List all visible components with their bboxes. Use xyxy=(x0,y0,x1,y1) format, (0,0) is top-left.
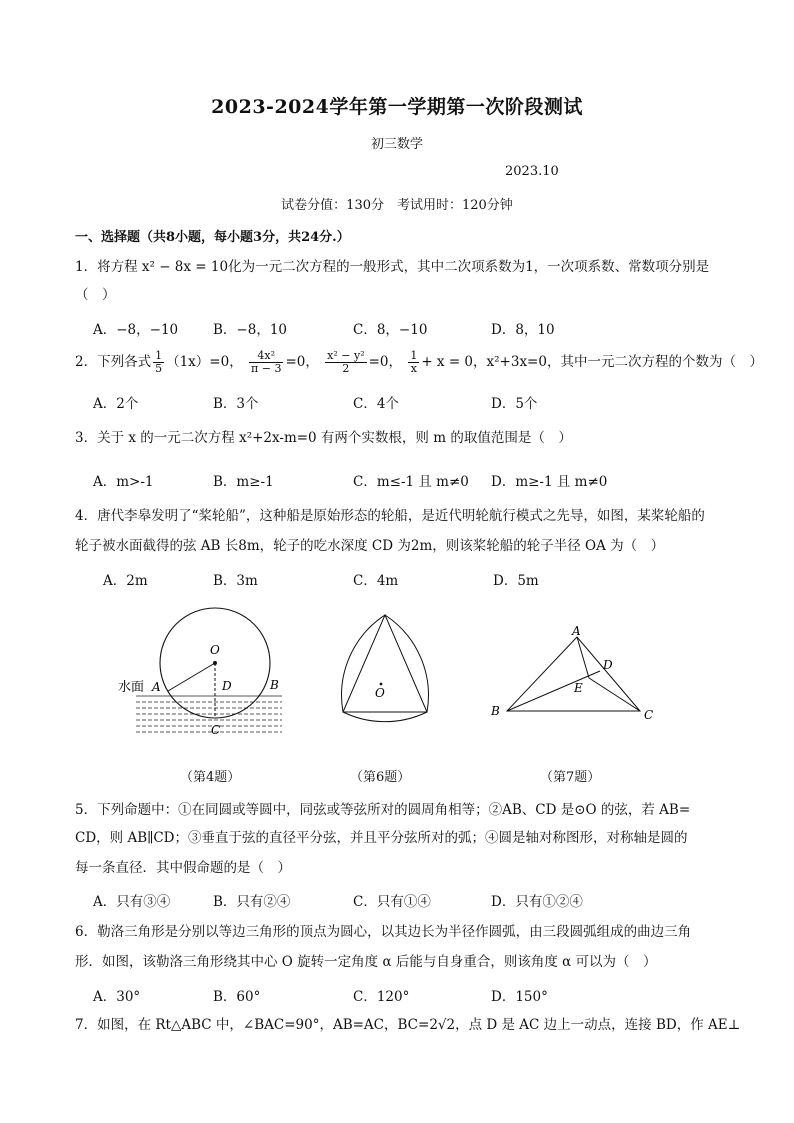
svg-text:B: B xyxy=(491,704,500,718)
q2-option-d: D．5个 xyxy=(491,396,538,412)
q4-option-b: B．3m xyxy=(213,573,258,589)
q3-option-a: A．m>-1 xyxy=(93,474,154,490)
q1-text-cont: （ ） xyxy=(75,287,116,303)
q3-text: 3．关于 x 的一元二次方程 x²+2x-m=0 有两个实数根，则 m 的取值范围是（ ） xyxy=(75,430,572,446)
q2-text: 2．下列各式 $\frac{1}{5}$ （1x）=0， $\frac{\text{4x²}}{\pi - 3}$ =0， $\frac{\text{x² − y²}}{2}$ =0， $\frac{1}{x}$ + x = 0，x²+3x=0，其中一元二次方程的个数为（ ） xyxy=(75,349,763,375)
q5-option-c: C．只有①④ xyxy=(353,894,431,910)
q1-option-c: C．8，−10 xyxy=(353,322,428,338)
figure-4 xyxy=(110,600,310,750)
q2-fraction-4: $\frac{1}{x}$ xyxy=(410,349,418,375)
q6-text-cont: 形．如图，该勒洛三角形绕其中心 O 旋转一定角度 α 后能与自身重合，则该角度 α 可以为（ ） xyxy=(75,954,657,970)
svg-text:O: O xyxy=(210,643,220,657)
q2-prefix: 2．下列各式 xyxy=(75,354,152,370)
subject-label: 初三数学 xyxy=(370,137,423,152)
svg-text:A: A xyxy=(572,625,581,638)
q3-option-c: C．m≤-1 且 m≠0 xyxy=(353,474,469,490)
q6-text: 6．勒洛三角形是分别以等边三角形的顶点为圆心，以其边长为半径作圆弧，由三段圆弧组成的曲边三角 xyxy=(75,924,692,940)
figure-7 xyxy=(485,625,665,730)
q1-option-a: A．−8，−10 xyxy=(93,322,179,338)
exam-date: 2023.10 xyxy=(505,164,559,179)
page-title: 2023-2024学年第一学期第一次阶段测试 xyxy=(211,96,583,118)
svg-text:E: E xyxy=(574,681,583,695)
svg-text:A: A xyxy=(152,680,161,694)
q2-option-a: A．2个 xyxy=(93,396,139,412)
q5-option-b: B．只有②④ xyxy=(213,894,291,910)
q2-option-b: B．3个 xyxy=(213,396,259,412)
q7-text: 7．如图，在 Rt△ABC 中，∠BAC=90°，AB=AC，BC=2√2，点 D 是 AC 边上一动点，连接 BD，作 AE⊥ xyxy=(75,1017,741,1033)
q6-option-a: A．30° xyxy=(93,989,141,1005)
svg-text:B: B xyxy=(270,678,279,692)
svg-text:C: C xyxy=(644,708,654,722)
q1-option-b: B．−8，10 xyxy=(213,322,287,338)
q1-text: 1．将方程 x² − 8x = 10化为一元二次方程的一般形式，其中二次项系数为1，一次项系数、常数项分别是 xyxy=(75,259,710,275)
q6-option-d: D．150° xyxy=(491,989,548,1005)
q2-option-c: C．4个 xyxy=(353,396,399,412)
exam-meta: 试卷分值：130分 考试用时：120分钟 xyxy=(281,198,513,213)
figure-7-caption: （第7题） xyxy=(540,770,601,785)
section-heading: 一、选择题（共8小题，每小题3分，共24分.） xyxy=(75,230,350,245)
q5-option-d: D．只有①②④ xyxy=(491,894,583,910)
q6-option-c: C．120° xyxy=(353,989,410,1005)
q3-option-b: B．m≥-1 xyxy=(213,474,274,490)
svg-text:D: D xyxy=(603,658,613,672)
q2-fraction-1: $\frac{1}{5}$ xyxy=(155,349,163,375)
q4-option-d: D．5m xyxy=(493,573,539,589)
q3-option-d: D．m≥-1 且 m≠0 xyxy=(491,474,608,490)
q5-option-a: A．只有③④ xyxy=(93,894,171,910)
q5-text-cont-2: 每一条直径．其中假命题的是（ ） xyxy=(75,860,291,876)
q2-fraction-2: $\frac{\text{4x²}}{\pi - 3}$ xyxy=(251,349,282,375)
q4-text: 4．唐代李皋发明了“桨轮船”，这种船是原始形态的轮船，是近代明轮航行模式之先导，如图，某桨轮船的 xyxy=(75,508,705,524)
figure-4-caption: （第4题） xyxy=(180,770,241,785)
q6-option-b: B．60° xyxy=(213,989,261,1005)
figure-6-caption: （第6题） xyxy=(350,770,411,785)
q4-option-a: A．2m xyxy=(103,573,148,589)
q5-text-cont: CD，则 AB∥CD；③垂直于弦的直径平分弦，并且平分弦所对的弧；④圆是轴对称图形，对称轴是圆的 xyxy=(75,830,688,846)
q5-text: 5．下列命题中：①在同圆或等圆中，同弦或等弦所对的圆周角相等；②AB、CD 是⊙O 的弦，若 AB= xyxy=(75,802,691,818)
figure-6 xyxy=(330,605,440,730)
q4-text-cont: 轮子被水面截得的弦 AB 长8m，轮子的吃水深度 CD 为2m，则该桨轮船的轮子半径 OA 为（ ） xyxy=(75,538,665,554)
reuleaux-triangle xyxy=(342,615,429,722)
water-label: 水面 xyxy=(118,680,145,695)
q2-fraction-3: $\frac{\text{x² − y²}}{2}$ xyxy=(327,349,365,375)
q1-option-d: D．8，10 xyxy=(491,322,555,338)
svg-text:C: C xyxy=(211,723,221,737)
svg-text:D: D xyxy=(222,679,232,693)
svg-text:O: O xyxy=(375,686,385,700)
q4-option-c: C．4m xyxy=(353,573,399,589)
